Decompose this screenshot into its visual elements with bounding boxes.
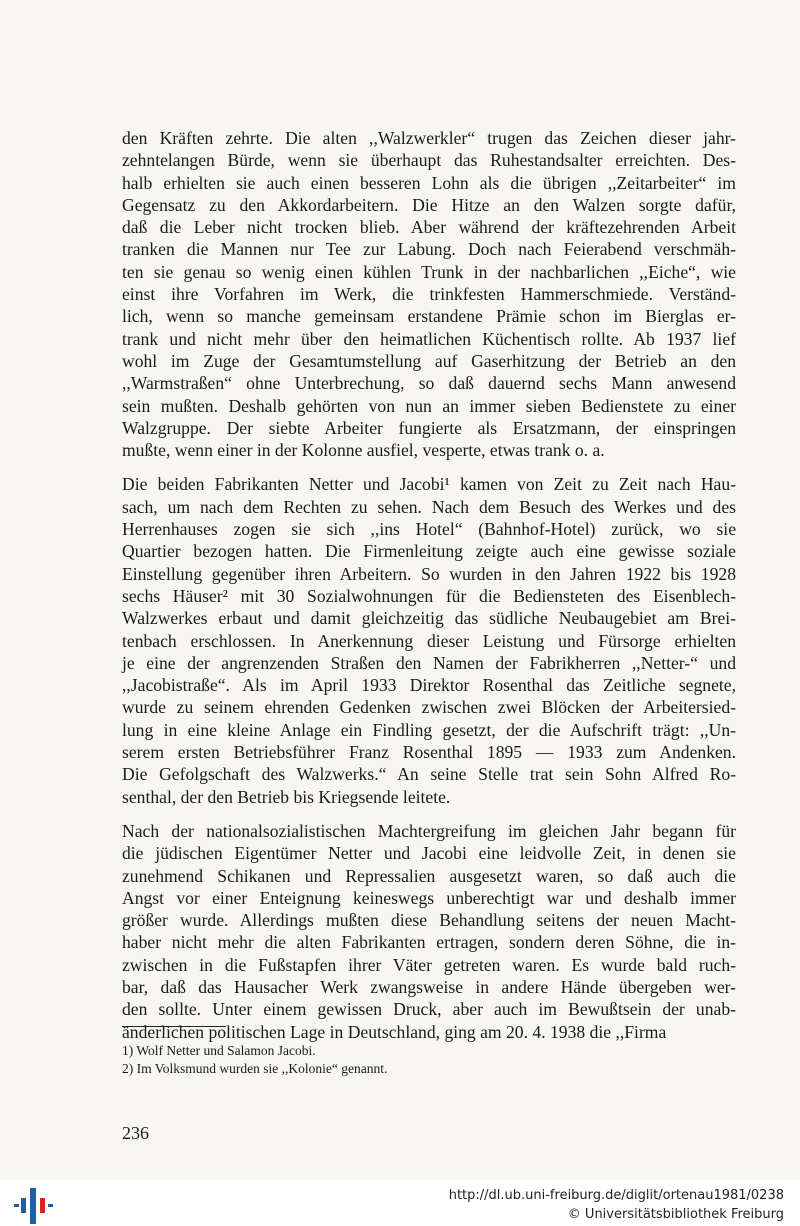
text-line: die jüdischen Eigentümer Netter und Jacobi eine leidvolle Zeit, in denen sie bbox=[122, 843, 736, 864]
footnotes bbox=[122, 1042, 736, 1077]
text-line: Walzgruppe. Der siebte Arbeiter fungierte als Ersatzmann, der einspringen bbox=[122, 417, 736, 438]
text-line: mußte, wenn einer in der Kolonne ausfiel, vesperte, etwas trank o. a. bbox=[122, 440, 605, 461]
document-url-link[interactable]: http://dl.ub.uni-freiburg.de/diglit/ortenau1981/0238 bbox=[448, 1188, 784, 1203]
text-line: bar, daß das Hausacher Werk zwangsweise in andere Hände übergeben wer- bbox=[122, 976, 736, 997]
text-line: sach, um nach dem Rechten zu sehen. Nach dem Besuch des Werkes und des bbox=[122, 496, 736, 517]
text-line: Walzwerkes erbaut und damit gleichzeitig das südliche Neubaugebiet am Brei- bbox=[122, 608, 736, 629]
text-line: daß die Leber nicht trocken blieb. Aber während der kräftezehrenden Arbeit bbox=[122, 217, 736, 238]
text-line: Die Gefolgschaft des Walzwerks.“ An seine Stelle trat sein Sohn Alfred Ro- bbox=[122, 764, 736, 785]
text-line: wohl im Zuge der Gesamtumstellung auf Gaserhitzung der Betrieb an den bbox=[122, 350, 736, 371]
text-line: lich, wenn so manche gemeinsam erstandene Prämie schon im Bierglas er- bbox=[122, 306, 736, 327]
footnote-rule bbox=[122, 1026, 226, 1027]
text-line: zunehmend Schikanen und Repressalien ausgesetzt waren, so daß auch die bbox=[122, 865, 736, 886]
text-line: Quartier bezogen hatten. Die Firmenleitung zeigte auch eine gewisse soziale bbox=[122, 541, 736, 562]
text-line: Einstellung gegenüber ihren Arbeitern. So wurden in den Jahren 1922 bis 1928 bbox=[122, 563, 736, 584]
text-line: Gegensatz zu den Akkordarbeitern. Die Hitze an den Walzen sorgte dafür, bbox=[122, 194, 736, 215]
text-line: Angst vor einer Enteignung keineswegs unberechtigt war und deshalb immer bbox=[122, 887, 736, 908]
copyright-notice: © Universitätsbibliothek Freiburg bbox=[567, 1207, 784, 1222]
text-line: tranken die Mannen nur Tee zur Labung. Doch nach Feierabend verschmäh- bbox=[122, 239, 736, 260]
text-line: senthal, der den Betrieb bis Kriegsende leitete. bbox=[122, 786, 451, 807]
text-line: änderlichen politischen Lage in Deutschland, ging am 20. 4. 1938 die ,,Firma bbox=[122, 1021, 667, 1042]
text-line: serem ersten Betriebsführer Franz Rosenthal 1895 — 1933 zum Andenken. bbox=[122, 742, 736, 763]
text-line: ,,Jacobistraße“. Als im April 1933 Direktor Rosenthal das Zeitliche segnete, bbox=[122, 675, 736, 696]
text-line: sechs Häuser² mit 30 Sozialwohnungen für die Bediensteten des Eisenblech- bbox=[122, 585, 736, 606]
paragraph-1 bbox=[122, 127, 736, 461]
text-line: je eine der angrenzenden Straßen den Namen der Fabrikherren ,,Netter-“ und bbox=[122, 652, 736, 673]
text-line: zwischen in die Fußstapfen ihrer Väter getreten waren. Es wurde bald ruch- bbox=[122, 954, 736, 975]
text-line: zehntelangen Bürde, wenn sie überhaupt das Ruhestandsalter erreichten. Des- bbox=[122, 150, 736, 171]
text-line: halb erhielten sie auch einen besseren Lohn als die übrigen ,,Zeitarbeiter“ im bbox=[122, 172, 736, 193]
paragraph-2 bbox=[122, 473, 736, 807]
text-line: einst ihre Vorfahren im Werk, die trinkfesten Hammerschmiede. Verständ- bbox=[122, 284, 736, 305]
text-line: sein mußten. Deshalb gehörten von nun an immer sieben Bedienstete zu einer bbox=[122, 395, 736, 416]
ub-freiburg-logo-icon[interactable] bbox=[12, 1180, 56, 1226]
page-number: 236 bbox=[122, 1123, 149, 1143]
text-line: tenbach erschlossen. In Anerkennung dieser Leistung und Fürsorge erhielten bbox=[122, 630, 736, 651]
body-text bbox=[122, 127, 736, 1043]
text-line: den sollte. Unter einem gewissen Druck, aber auch im Bewußtsein der unab- bbox=[122, 999, 736, 1020]
text-line: haber nicht mehr die alten Fabrikanten ertragen, sondern deren Söhne, die in- bbox=[122, 932, 736, 953]
text-line: ten sie genau so wenig einen kühlen Trunk in der nachbarlichen ,,Eiche“, wie bbox=[122, 261, 736, 282]
text-line: größer wurde. Allerdings mußten diese Behandlung seitens der neuen Macht- bbox=[122, 910, 736, 931]
text-line: den Kräften zehrte. Die alten ,,Walzwerkler“ trugen das Zeichen dieser jahr- bbox=[122, 128, 736, 148]
text-line: Herrenhauses zogen sie sich ,,ins Hotel“ (Bahnhof-Hotel) zurück, wo sie bbox=[122, 519, 736, 540]
footnote-1: 1) Wolf Netter und Salamon Jacobi. bbox=[122, 1043, 316, 1058]
text-line: wurde zu seinem ehrenden Gedenken zwischen zwei Blöcken der Arbeitersied- bbox=[122, 697, 736, 718]
text-line: lung in eine kleine Anlage ein Findling gesetzt, der die Aufschrift trägt: ,,Un- bbox=[122, 719, 736, 740]
text-line: trank und nicht mehr über den heimatlichen Küchentisch rollte. Ab 1937 lief bbox=[122, 328, 736, 349]
text-line: ,,Warmstraßen“ ohne Unterbrechung, so daß dauernd sechs Mann anwesend bbox=[122, 373, 736, 394]
paragraph-3 bbox=[122, 820, 736, 1043]
text-line: Die beiden Fabrikanten Netter und Jacobi¹ kamen von Zeit zu Zeit nach Hau- bbox=[122, 474, 736, 495]
text-line: Nach der nationalsozialistischen Machtergreifung im gleichen Jahr begann für bbox=[122, 820, 736, 841]
footer-bar bbox=[0, 1180, 800, 1226]
footnote-2: 2) Im Volksmund wurden sie ,,Kolonie“ genannt. bbox=[122, 1060, 388, 1076]
